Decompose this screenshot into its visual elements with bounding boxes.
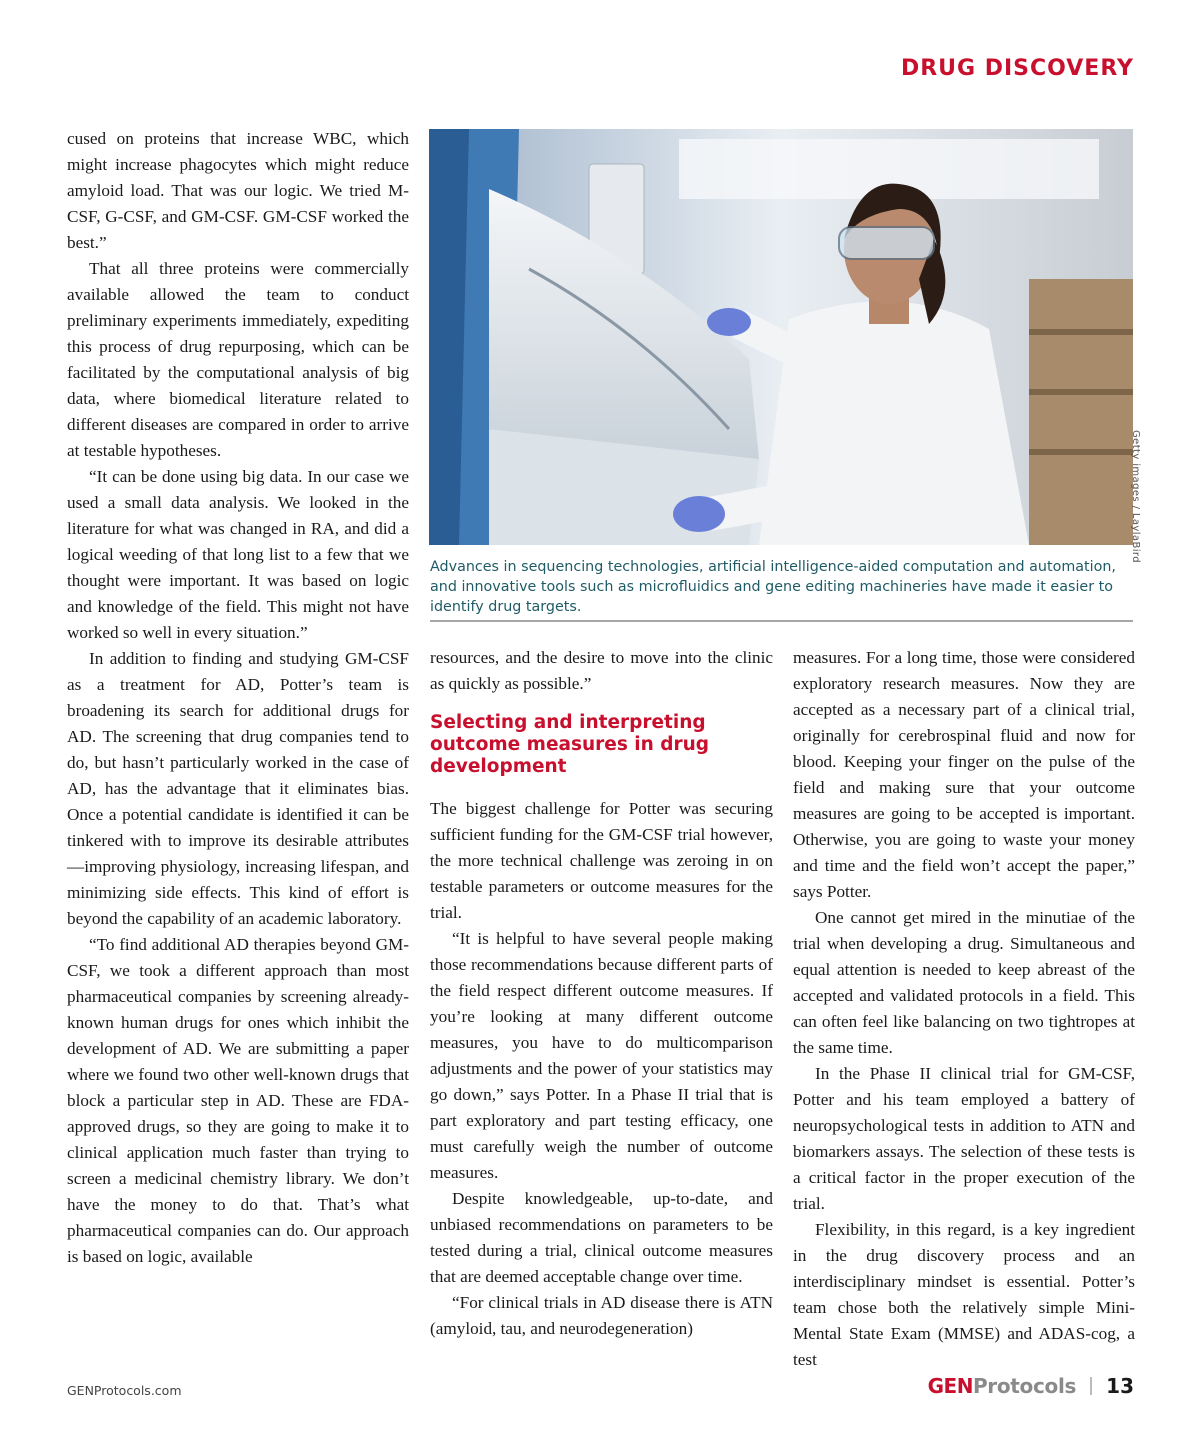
text-column-1 [67, 126, 409, 1270]
paragraph: Flexibility, in this regard, is a key ingredient in the drug discovery process and an interdisciplinary mindset is essential. Potter’s team chose both the relatively simple Mini-Mental State Exam (MMSE) and ADAS-cog, a test [793, 1220, 1135, 1369]
page-number: 13 [1106, 1374, 1134, 1398]
lab-photo [429, 129, 1133, 545]
paragraph: One cannot get mired in the minutiae of the trial when developing a drug. Simultaneous and equal attention is needed to keep abreast of the accepted and validated protocols in a field. This can often feel like balancing on two tightropes at the same time. [793, 908, 1135, 1057]
paragraph: The biggest challenge for Potter was securing sufficient funding for the GM-CSF trial however, the more technical challenge was zeroing in on testable parameters or outcome measures for the trial. [430, 799, 773, 922]
paragraph: “It can be done using big data. In our case we used a small data analysis. We looked in the literature for what was changed in RA, and did a logical weeding of that long list to a few that we thought were important. It was based on logic and knowledge of the field. This might not have worked so well in every situation.” [67, 467, 409, 642]
paragraph: “For clinical trials in AD disease there is ATN (amyloid, tau, and neurodegeneration) [430, 1293, 773, 1338]
paragraph: “To find additional AD therapies beyond GM-CSF, we took a different approach than most pharmaceutical companies by screening already-known human drugs for ones which inhibit the development of AD. We are submitting a paper where we found two other well-known drugs that block a particular step in AD. These are FDA-approved drugs, so they are going to make it to clinical application much faster than trying to screen a medicinal chemistry library. We don’t have the money to do that. That’s what pharmaceutical companies can do. Our approach is based on logic, available [67, 935, 409, 1266]
paragraph: That all three proteins were commercially available allowed the team to conduct preliminary experiments immediately, expediting this process of drug repurposing, which can be facilitated by the computational analysis of big data, where biomedical literature related to different diseases are compared in order to arrive at testable hypotheses. [67, 259, 409, 460]
section-label: DRUG DISCOVERY [900, 56, 1134, 81]
paragraph: cused on proteins that increase WBC, which might increase phagocytes which might reduce amyloid load. That was our logic. We tried M-CSF, G-CSF, and GM-CSF. GM-CSF worked the best.” [67, 129, 409, 252]
text-column-3 [793, 645, 1135, 1373]
scientist-in-lab-photo-icon [429, 129, 1133, 545]
footer-separator [1090, 1377, 1092, 1395]
text-column-2 [430, 645, 773, 1342]
photo-caption: Advances in sequencing technologies, artificial intelligence-aided computation and automation, and innovative tools such as microfluidics and gene editing machineries have made it easier to identify drug targets. [430, 559, 1116, 615]
brand-gen-logo: GEN [927, 1374, 973, 1398]
paragraph: resources, and the desire to move into the clinic as quickly as possible.” [430, 648, 773, 693]
caption-divider [430, 620, 1133, 622]
paragraph: In the Phase II clinical trial for GM-CSF, Potter and his team employed a battery of neuropsychological tests in addition to ATN and biomarkers assays. The selection of these tests is a critical factor in the proper execution of the trial. [793, 1064, 1135, 1213]
paragraph: In addition to finding and studying GM-CSF as a treatment for AD, Potter’s team is broadening its search for additional drugs for AD. The screening that drug companies tend to do, but hasn’t particularly worked in the case of AD, has the advantage that it eliminates bias. Once a potential candidate is identified it can be tinkered with to improve its desirable attributes—improving physiology, increasing lifespan, and minimizing side effects. This kind of effort is beyond the capability of an academic laboratory. [67, 649, 409, 928]
brand-protocols-logo: Protocols [972, 1374, 1077, 1398]
photo-credit: Getty images / LaylaBird [1130, 430, 1141, 563]
paragraph: Despite knowledgeable, up-to-date, and unbiased recommendations on parameters to be tested during a trial, clinical outcome measures that are deemed acceptable change over time. [430, 1189, 773, 1286]
paragraph: “It is helpful to have several people making those recommendations because different parts of the field respect different outcome measures. If you’re looking at many different outcome measures, you have to do multicomparison adjustments and the power of your statistics may go down,” says Potter. In a Phase II trial that is part exploratory and part testing efficacy, one must carefully weigh the number of outcome measures. [430, 929, 773, 1182]
paragraph: measures. For a long time, those were considered exploratory research measures. Now they are accepted as a necessary part of a clinical trial, originally for cerebrospinal fluid and now for blood. Keeping your finger on the pulse of the field and making sure that your outcome measures are going to be accepted is important. Otherwise, you are going to waste your money and time and the field won’t accept the paper,” says Potter. [793, 648, 1135, 901]
footer-website: GENProtocols.com [67, 1383, 182, 1398]
section-heading: Selecting and interpreting outcome measures in drug development [430, 712, 710, 777]
footer-brand [928, 1374, 1134, 1398]
